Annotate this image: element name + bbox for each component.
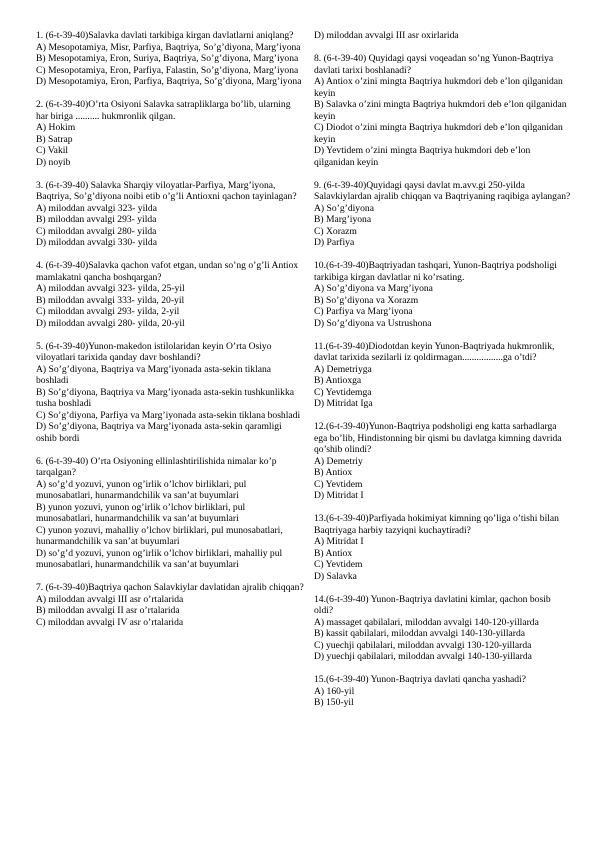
answer-option: C) miloddan avvalgi IV asr o’rtalarida xyxy=(36,616,184,628)
question-block xyxy=(314,30,572,42)
answer-option: C) Yevtidemga xyxy=(314,386,372,398)
answer-option: C) yuechji qabilalari, miloddan avvalgi 130-120-yillarda xyxy=(314,639,532,651)
answer-option: A) Demetriyga xyxy=(314,363,372,375)
answer-option: C) Mesopotamiya, Eron, Parfiya, Falastin, So’g’diyona, Marg’iyona xyxy=(36,64,299,76)
question-text: 11.(6-t-39-40)Diodotdan keyin Yunon-Baqtriyada hukmronlik, davlat tarixida sezilarli iz qoldirmagan.................ga o’tdi? xyxy=(314,340,555,363)
answer-option: B) 150-yil xyxy=(314,697,354,708)
question-block xyxy=(36,341,304,445)
answer-option: C) yunon yozuvi, mahalliy o’lchov birliklari, pul munosabatlari, hunarmandchilik va san’at buyumlari xyxy=(36,524,283,547)
answer-option: C) Yevtidem xyxy=(314,559,363,570)
question-block xyxy=(36,260,304,329)
question-block xyxy=(314,421,572,502)
question-text: 6. (6-t-39-40) O’rta Osiyoning ellinlashtirilishida nimalar ko’p tarqalgan? xyxy=(36,455,277,478)
answer-option: D) Parfiya xyxy=(314,237,355,248)
question-text: 1. (6-t-39-40)Salavka davlati tarkibiga kirgan davlatlarni aniqlang? xyxy=(36,30,294,41)
answer-option: D) yuechji qabilalari, miloddan avvalgi 140-130-yillarda xyxy=(314,651,532,662)
question-block xyxy=(314,513,572,582)
answer-option: D) Salavka xyxy=(314,570,357,582)
answer-option: D) So’g’diyona va Ustrushona xyxy=(314,317,432,329)
question-block xyxy=(36,456,304,571)
answer-option: A) massaget qabilalari, miloddan avvalgi 140-120-yillarda xyxy=(314,616,539,628)
answer-option: A) Mesopotamiya, Misr, Parfiya, Baqtriya, So’g’diyona, Marg’iyona xyxy=(36,41,301,53)
answer-option: B) Antiox xyxy=(314,467,353,478)
answer-option: C) miloddan avvalgi 280- yilda xyxy=(36,225,157,237)
answer-option: D) so’g’d yozuvi, yunon og’irlik o’lchov birliklari, mahalliy pul munosabatlari, hunarmandchilik va san’at buyumlari xyxy=(36,547,283,570)
question-text: 12.(6-t-39-40)Yunon-Baqtriya podsholigi eng katta sarhadlarga ega bo’lib, Hindistonning bir qismi bu davlatga kimning davrida qo’shib olindi? xyxy=(314,421,562,455)
question-text: 13.(6-t-39-40)Parfiyada hokimiyat kimning qo’liga o’tishi bilan Baqtriyaga harbiy tazyiqni kuchaytiradi? xyxy=(314,513,559,536)
answer-option: D) Yevtidem o’zini mingta Baqtriya hukmdori deb e’lon qilganidan keyin xyxy=(314,145,531,168)
answer-option: B) Salavka o’zini mingta Baqtriya hukmdori deb e’lon qilganidan keyin xyxy=(314,99,567,122)
question-text: 3. (6-t-39-40) Salavka Sharqiy viloyatlar-Parfiya, Marg’iyona, Baqtriya, So’g’diyona noibi etib o’g’li Antioxni qachon tayinlagan? xyxy=(36,179,297,202)
answer-option: B) Mesopotamiya, Eron, Suriya, Baqtriya, So’g’diyona, Marg’iyona xyxy=(36,53,299,64)
question-block xyxy=(314,180,572,249)
answer-option: C) Parfiya va Marg’iyona xyxy=(314,306,413,317)
answer-option: D) Mitridat I xyxy=(314,490,364,501)
question-text: 5. (6-t-39-40)Yunon-makedon istilolaridan keyin O’rta Osiyo viloyatlari tarixida qanday davr boshlandi? xyxy=(36,340,272,363)
answer-option: A) miloddan avvalgi III asr o’rtalarida xyxy=(36,593,184,605)
answer-option: A) So’g’diyona, Baqtriya va Marg’iyonada asta-sekin tiklana boshladi xyxy=(36,363,272,386)
answer-option: A) 160-yil xyxy=(314,685,355,697)
answer-option: B) miloddan avvalgi II asr o’rtalarida xyxy=(36,605,180,616)
answer-option: B) kassit qabilalari, miloddan avvalgi 140-130-yillarda xyxy=(314,628,526,639)
answer-option: C) Xorazm xyxy=(314,225,357,237)
answer-option: B) yunon yozuvi, yunon og’irlik o’lchov birliklari, pul munosabatlari, hunarmandchilik va san’at buyumlari xyxy=(36,501,246,524)
answer-option: C) miloddan avvalgi 293- yilda, 2-yil xyxy=(36,306,180,317)
answer-option: A) So’g’diyona xyxy=(314,202,374,214)
question-text: 2. (6-t-39-40)O’rta Osiyoni Salavka satrapliklarga bo’lib, ularning har biriga .......... hukmronlik qilgan. xyxy=(36,99,291,122)
answer-option: A) So’g’diyona va Marg’iyona xyxy=(314,283,433,294)
answer-option: B) So’g’diyona va Xorazm xyxy=(314,294,419,306)
left-column xyxy=(36,30,304,640)
answer-option: A) miloddan avvalgi 323- yilda, 25-yil xyxy=(36,283,185,294)
answer-option: B) miloddan avvalgi 333- yilda, 20-yil xyxy=(36,294,185,306)
answer-option: D) Mesopotamiya, Eron, Parfiya, Baqtriya, So’g’diyona, Marg’iyona xyxy=(36,76,302,87)
answer-option: B) Satrap xyxy=(36,133,73,145)
answer-option: B) Antiox xyxy=(314,547,353,559)
answer-option: A) so’g’d yozuvi, yunon og’irlik o’lchov birliklari, pul munosabatlari, hunarmandchilik va san’at buyumlari xyxy=(36,478,247,501)
question-block xyxy=(314,260,572,329)
question-text: 4. (6-t-39-40)Salavka qachon vafot etgan, undan so’ng o’g’li Antiox mamlakatni qancha boshqargan? xyxy=(36,260,299,283)
question-text: 9. (6-t-39-40)Quyidagi qaysi davlat m.avv.gi 250-yilda Salavkiylardan ajralib chiqqan va Baqtriyaning raqibiga aylangan? xyxy=(314,179,571,202)
answer-option: A) Demetriy xyxy=(314,455,363,467)
answer-option: A) miloddan avvalgi 323- yilda xyxy=(36,202,157,214)
answer-option: D) So’g’diyona, Baqtriya va Marg’iyonada asta-sekin qaramligi oshib bordi xyxy=(36,421,282,444)
question-block xyxy=(36,180,304,249)
question-block xyxy=(314,594,572,663)
question-block xyxy=(314,53,572,168)
answer-option: D) noyib xyxy=(36,156,71,168)
question-text: 10.(6-t-39-40)Baqtriyadan tashqari, Yunon-Baqtriya podsholigi tarkibiga kirgan davlatlar ni ko’rsating. xyxy=(314,260,557,283)
question-block xyxy=(314,341,572,410)
answer-option: C) Vakil xyxy=(36,145,69,156)
question-text: 7. (6-t-39-40)Baqtriya qachon Salavkiylar davlatidan ajralib chiqqan? xyxy=(36,582,304,593)
answer-option: C) So’g’diyona, Parfiya va Marg’iyonada asta-sekin tiklana boshladi xyxy=(36,409,301,421)
question-text: 15.(6-t-39-40) Yunon-Baqtriya davlati qancha yashadi? xyxy=(314,674,526,685)
answer-option: B) Marg’iyona xyxy=(314,214,372,225)
question-text: 14.(6-t-39-40) Yunon-Baqtriya davlatini kimlar, qachon bosib oldi? xyxy=(314,593,551,616)
answer-option: C) Diodot o’zini mingta Baqtriya hukmdori deb e’lon qilganidan keyin xyxy=(314,122,563,145)
answer-option: D) miloddan avvalgi 280- yilda, 20-yil xyxy=(36,317,185,329)
answer-option: D) miloddan avvalgi III asr oxirlarida xyxy=(314,30,459,41)
answer-option: A) Hokim xyxy=(36,122,76,133)
answer-option: D) miloddan avvalgi 330- yilda xyxy=(36,237,157,248)
right-column xyxy=(314,30,572,720)
answer-option: C) Yevtidem xyxy=(314,478,363,490)
answer-option: A) Antiox o’zini mingta Baqtriya hukmdori deb e’lon qilganidan keyin xyxy=(314,76,563,99)
answer-option: D) Mitridat Iga xyxy=(314,398,373,409)
question-block xyxy=(314,674,572,709)
question-block xyxy=(36,582,304,628)
question-block xyxy=(36,30,304,88)
question-block xyxy=(36,99,304,168)
answer-option: B) Antioxga xyxy=(314,375,362,386)
answer-option: A) Mitridat I xyxy=(314,536,364,547)
answer-option: B) miloddan avvalgi 293- yilda xyxy=(36,214,157,225)
answer-option: B) So’g’diyona, Baqtriya va Marg’iyonada asta-sekin tushkunlikka tusha boshladi xyxy=(36,386,295,409)
question-text: 8. (6-t-39-40) Quyidagi qaysi voqeadan so’ng Yunon-Baqtriya davlati tarixi boshlanadi? xyxy=(314,53,554,76)
